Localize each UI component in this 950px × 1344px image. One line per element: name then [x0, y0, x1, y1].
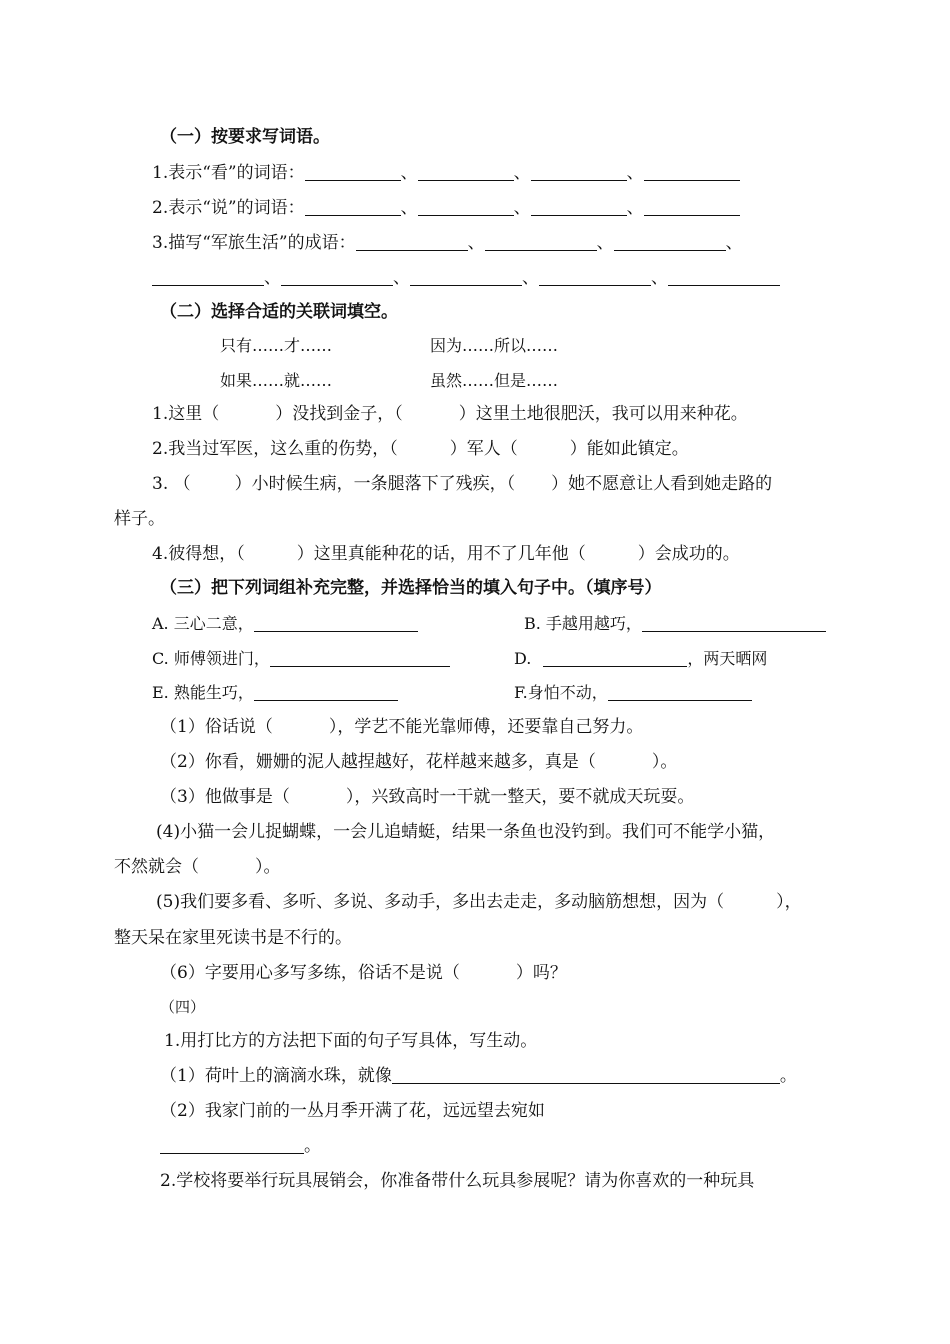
sentence-1 — [160, 716, 643, 738]
text: ）这里真能种花的话，用不了几年他（ — [296, 544, 586, 564]
sentence-3 — [160, 786, 694, 808]
answer-blank[interactable] — [485, 233, 597, 251]
phrase-d — [514, 648, 767, 670]
text: A. 三心二意， — [152, 614, 254, 633]
answer-blank[interactable] — [305, 198, 401, 216]
text: 。 — [304, 1136, 321, 1156]
separator: 、 — [626, 163, 644, 183]
section4-q1-2-continued — [160, 1135, 321, 1157]
text: ）没找到金子，（ — [275, 404, 403, 424]
phrase-f — [514, 682, 752, 704]
separator: 、 — [725, 233, 743, 253]
answer-blank[interactable] — [392, 1066, 780, 1084]
section3-heading: （三）把下列词组补充完整，并选择恰当的填入句子中。（填序号） — [160, 578, 662, 598]
answer-blank[interactable] — [356, 233, 468, 251]
text: （2）你看，姗姗的泥人越捏越好，花样越来越多，真是（ — [160, 752, 596, 772]
text: 不然就会（ — [114, 857, 199, 877]
separator: 、 — [467, 233, 485, 253]
text: ）。 — [651, 752, 678, 772]
phrase-a — [152, 613, 418, 635]
section1-q3-continued — [152, 267, 780, 289]
conjunction-option: 如果……就…… — [220, 371, 333, 390]
text: ）军人（ — [449, 439, 518, 459]
sentence-2 — [160, 751, 677, 773]
separator: 、 — [393, 268, 410, 288]
conjunction-option: 虽然……但是…… — [430, 371, 559, 390]
text: ）小时候生病，一条腿落下了残疾，（ — [234, 474, 516, 494]
text: ），兴致高时一干就一整天，要不就成天玩耍。 — [345, 787, 695, 807]
answer-blank[interactable] — [644, 198, 740, 216]
conjunction-option: 只有……才…… — [220, 336, 333, 355]
section2-q3-continued: 样子。 — [114, 509, 165, 529]
q2-label: 2.表示“说”的词语： — [152, 198, 305, 218]
q1-label: 1.表示“看”的词语： — [152, 163, 305, 183]
text: ）吗？ — [515, 963, 567, 983]
answer-blank[interactable] — [539, 268, 651, 286]
text: ），学艺不能光靠师傅，还要靠自己努力。 — [328, 717, 644, 737]
text: D. — [514, 649, 532, 668]
phrase-e — [152, 682, 398, 704]
text: 1.这里（ — [152, 404, 220, 424]
sentence-4-continued — [114, 856, 281, 878]
answer-blank[interactable] — [305, 163, 401, 181]
answer-blank[interactable] — [608, 683, 752, 701]
section1-q2 — [152, 197, 740, 219]
separator: 、 — [651, 268, 668, 288]
text: C. 师傅领进门， — [152, 649, 270, 668]
answer-blank[interactable] — [614, 233, 726, 251]
answer-blank[interactable] — [418, 198, 514, 216]
text: ，两天晒网 — [687, 649, 768, 668]
answer-blank[interactable] — [281, 268, 393, 286]
text: (5)我们要多看、多听、多说、多动手，多出去走走，多动脑筋想想，因为（ — [156, 892, 725, 912]
answer-blank[interactable] — [531, 198, 627, 216]
text: 2.我当过军医，这么重的伤势，（ — [152, 439, 398, 459]
separator: 、 — [596, 233, 614, 253]
section2-q4 — [152, 543, 740, 565]
section2-heading: （二）选择合适的关联词填空。 — [160, 302, 398, 322]
separator: 、 — [513, 198, 531, 218]
answer-blank[interactable] — [543, 649, 687, 667]
answer-blank[interactable] — [668, 268, 780, 286]
text: ）她不愿意让人看到她走路的 — [551, 474, 773, 494]
separator: 、 — [400, 163, 418, 183]
text: （1）荷叶上的滴滴水珠，就像 — [160, 1066, 392, 1086]
separator: 、 — [400, 198, 418, 218]
answer-blank[interactable] — [160, 1136, 304, 1154]
text: F.身怕不动， — [514, 683, 608, 702]
section1-q1 — [152, 162, 740, 184]
text: （1）俗话说（ — [160, 717, 273, 737]
section4-q1: 1.用打比方的方法把下面的句子写具体，写生动。 — [164, 1031, 538, 1051]
section2-q3 — [152, 473, 772, 495]
separator: 、 — [264, 268, 281, 288]
text: ）。 — [255, 857, 281, 877]
separator: 、 — [522, 268, 539, 288]
section4-q1-2: （2）我家门前的一丛月季开满了花，远远望去宛如 — [160, 1101, 545, 1121]
text: 3. （ — [152, 474, 191, 494]
conjunction-option: 因为……所以…… — [430, 336, 559, 355]
section4-q2: 2.学校将要举行玩具展销会，你准备带什么玩具参展呢？请为你喜欢的一种玩具 — [160, 1171, 755, 1191]
phrase-b — [524, 613, 826, 635]
text: E. 熟能生巧， — [152, 683, 254, 702]
section4-q1-1 — [160, 1065, 797, 1087]
answer-blank[interactable] — [642, 614, 826, 632]
answer-blank[interactable] — [410, 268, 522, 286]
section2-q1 — [152, 403, 748, 425]
sentence-5 — [156, 891, 802, 913]
text: ）能如此镇定。 — [569, 439, 689, 459]
answer-blank[interactable] — [254, 683, 398, 701]
text: ）这里土地很肥沃，我可以用来种花。 — [458, 404, 748, 424]
answer-blank[interactable] — [418, 163, 514, 181]
section4-heading: （四） — [160, 998, 206, 1016]
separator: 、 — [513, 163, 531, 183]
section2-q2 — [152, 438, 689, 460]
sentence-5-continued: 整天呆在家里死读书是不行的。 — [114, 928, 352, 948]
text: ）， — [776, 892, 802, 912]
answer-blank[interactable] — [270, 649, 450, 667]
answer-blank[interactable] — [531, 163, 627, 181]
answer-blank[interactable] — [254, 614, 418, 632]
answer-blank[interactable] — [644, 163, 740, 181]
answer-blank[interactable] — [152, 268, 264, 286]
separator: 、 — [626, 198, 644, 218]
section1-heading: （一）按要求写词语。 — [160, 127, 330, 147]
sentence-6 — [160, 962, 567, 984]
text: （3）他做事是（ — [160, 787, 290, 807]
section1-q3 — [152, 232, 743, 254]
text: 。 — [779, 1066, 797, 1086]
q3-label: 3.描写“军旅生活”的成语： — [152, 233, 356, 253]
text: （6）字要用心多写多练，俗话不是说（ — [160, 963, 460, 983]
sentence-4: (4)小猫一会儿捉蝴蝶，一会儿追蜻蜓，结果一条鱼也没钓到。我们可不能学小猫， — [156, 822, 776, 842]
phrase-c — [152, 648, 450, 670]
text: ）会成功的。 — [637, 544, 740, 564]
text: 4.彼得想，（ — [152, 544, 245, 564]
text: B. 手越用越巧， — [524, 614, 642, 633]
